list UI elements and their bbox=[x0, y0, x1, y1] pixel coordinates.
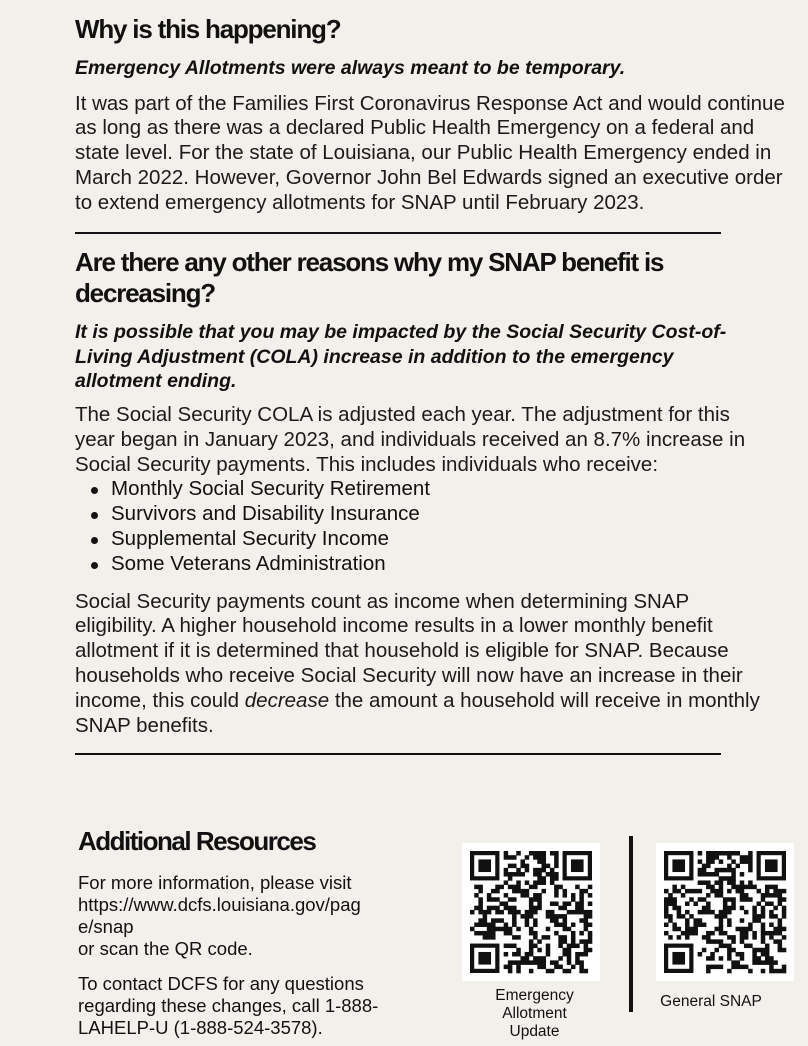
list-item: Survivors and Disability Insurance bbox=[89, 502, 775, 527]
heading-why: Why is this happening? bbox=[75, 14, 341, 44]
qr-code-icon bbox=[462, 843, 600, 981]
qr-code-emergency-allotment[interactable] bbox=[462, 843, 600, 981]
qr-code-general-snap[interactable] bbox=[656, 843, 794, 981]
qr2-caption-line: General SNAP bbox=[660, 993, 762, 1010]
qr2-caption bbox=[656, 993, 766, 1011]
resources-info bbox=[78, 872, 423, 960]
heading-other-reasons: Are there any other reasons why my SNAP benefit is decreasing? bbox=[75, 247, 664, 309]
body-income-part1: Social Security payments count as income when determining SNAP eligibility. A higher household income results in a lower monthly benefit allotment if it is determined that household is eligible for SNAP. Because households who receive Social Security will now have an increase in their income, this could bbox=[75, 589, 743, 712]
body-income bbox=[75, 590, 775, 739]
list-item: Some Veterans Administration bbox=[89, 552, 775, 577]
info-line-1: For more information, please visit bbox=[78, 872, 352, 893]
qr1-caption-line-3: Update bbox=[509, 1023, 560, 1040]
body-income-part2: the amount a household will receive in monthly SNAP benefits. bbox=[75, 688, 760, 737]
body-why: It was part of the Families First Coronavirus Response Act and would continue as long as there was a declared Public Health Emergency on a federal and state level. For the state of Louisiana, our Public Health Emergency ended in March 2022. However, Governor John Bel Edwards signed an executive order to extend emergency allotments for SNAP until February 2023. bbox=[75, 91, 785, 214]
info-line-2: or scan the QR code. bbox=[78, 938, 253, 959]
snap-url-line-2[interactable]: e/snap bbox=[78, 916, 134, 937]
lead-cola: It is possible that you may be impacted by the Social Security Cost-of-Living Adjustment (COLA) increase in addition to the emergency allotment ending. bbox=[75, 321, 727, 393]
list-item: Monthly Social Security Retirement bbox=[89, 477, 775, 502]
resources-contact bbox=[78, 973, 423, 1039]
body-income-emphasis: decrease bbox=[244, 688, 330, 712]
qr1-caption-line-1: Emergency bbox=[495, 987, 574, 1004]
qr1-caption-line-2: Allotment bbox=[502, 1005, 567, 1022]
lead-why: Emergency Allotments were always meant to be temporary. bbox=[75, 57, 626, 79]
divider-2 bbox=[75, 753, 721, 755]
document-page bbox=[75, 10, 785, 755]
list-item: Supplemental Security Income bbox=[89, 527, 775, 552]
contact-line-2: regarding these changes, call 1-888- bbox=[78, 995, 379, 1016]
qr1-caption bbox=[462, 987, 607, 1041]
contact-line-3: LAHELP-U (1-888-524-3578). bbox=[78, 1017, 323, 1038]
contact-line-1: To contact DCFS for any questions bbox=[78, 973, 364, 994]
heading-resources: Additional Resources bbox=[78, 826, 316, 856]
snap-url-line-1[interactable]: https://www.dcfs.louisiana.gov/pag bbox=[78, 894, 361, 915]
qr-divider bbox=[629, 836, 633, 1012]
qr-code-icon bbox=[656, 843, 794, 981]
divider-1 bbox=[75, 232, 721, 234]
body-cola: The Social Security COLA is adjusted each year. The adjustment for this year began in January 2023, and individuals received an 8.7% increase in Social Security payments. This includes individuals who receive: bbox=[75, 402, 746, 476]
benefit-list bbox=[89, 477, 775, 576]
